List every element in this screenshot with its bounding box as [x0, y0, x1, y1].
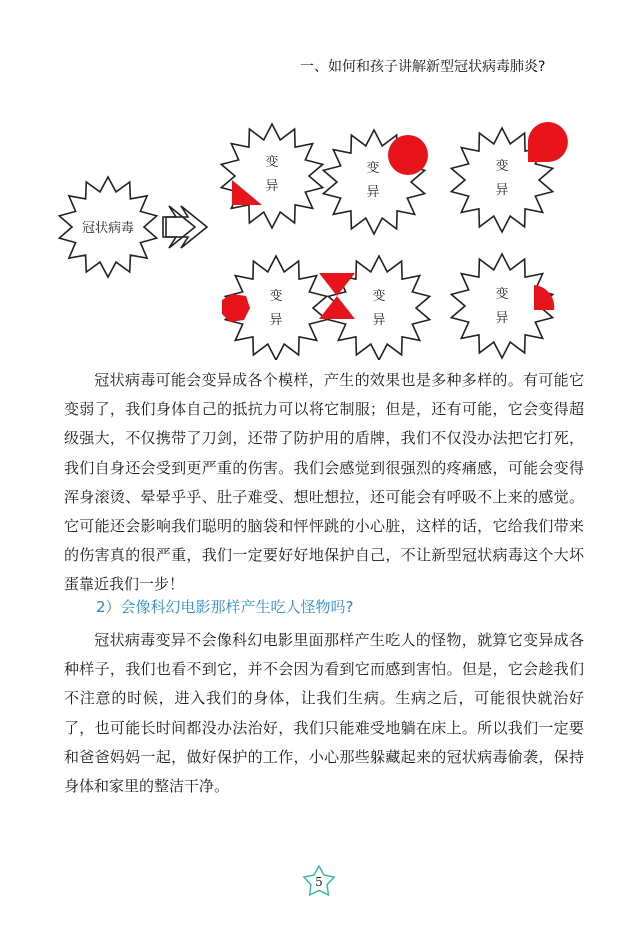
variant-6-label-top: 变	[495, 287, 509, 302]
variant-3-label-bottom: 异	[495, 183, 509, 198]
variant-1-label-top: 变	[265, 155, 279, 170]
page-number-badge	[301, 864, 337, 898]
variant-1-star	[221, 124, 322, 228]
subheading-monster-question: 2）会像科幻电影那样产生吃人怪物吗?	[96, 598, 354, 616]
variant-5-label-bottom: 异	[372, 313, 386, 328]
variant-3-semicircle-marker	[528, 122, 568, 162]
double-arrow-icon	[163, 206, 207, 248]
star-badge-icon	[301, 864, 337, 898]
variant-6-pacman-marker	[534, 285, 554, 310]
variant-4-label-top: 变	[269, 289, 283, 304]
paragraph-mutation-effects	[64, 366, 584, 600]
variant-4-label-bottom: 异	[269, 313, 283, 328]
variant-1-label-bottom: 异	[265, 179, 279, 194]
variant-2-label-top: 变	[366, 161, 380, 176]
variant-2-label-bottom: 异	[366, 185, 380, 200]
paragraph-no-monsters	[64, 626, 584, 801]
variant-2-circle-marker	[388, 135, 428, 175]
mutation-illustration	[0, 110, 640, 360]
variant-6-label-bottom: 异	[495, 311, 509, 326]
paragraph-mutation-effects-text: 冠状病毒可能会变异成各个模样，产生的效果也是多种多样的。有可能它变弱了，我们身体自己的抵抗力可以将它制服；但是，还有可能，它会变得超级强大，不仅携带了刀剑，还带了防护用的盾牌，我们不仅没办法把它打死，我们自身还会受到更严重的伤害。我们会感觉到很强烈的疼痛感，可能会变得浑身滚烫、晕晕乎乎、肚子难受、想吐想拉，还可能会有呼吸不上来的感觉。它可能还会影响我们聪明的脑袋和怦怦跳的小心脏，这样的话，它给我们带来的伤害真的很严重，我们一定要好好地保护自己，不让新型冠状病毒这个大坏蛋靠近我们一步！	[64, 371, 584, 594]
mutation-diagram	[0, 110, 640, 360]
variant-5-label-top: 变	[372, 289, 386, 304]
virus-label: 冠状病毒	[81, 221, 135, 236]
page-header-title: 一、如何和孩子讲解新型冠状病毒肺炎?	[300, 59, 546, 75]
variant-3-label-top: 变	[495, 159, 509, 174]
paragraph-no-monsters-text: 冠状病毒变异不会像科幻电影里面那样产生吃人的怪物，就算它变异成各种样子，我们也看不到它，并不会因为看到它而感到害怕。但是，它会趁我们不注意的时候，进入我们的身体，让我们生病。生病之后，可能很快就治好了，也可能长时间都没办法治好，我们只能难受地躺在床上。所以我们一定要和爸爸妈妈一起，做好保护的工作，小心那些躲藏起来的冠状病毒偷袭，保持身体和家里的整洁干净。	[64, 631, 584, 796]
page-number: 5	[315, 875, 323, 889]
